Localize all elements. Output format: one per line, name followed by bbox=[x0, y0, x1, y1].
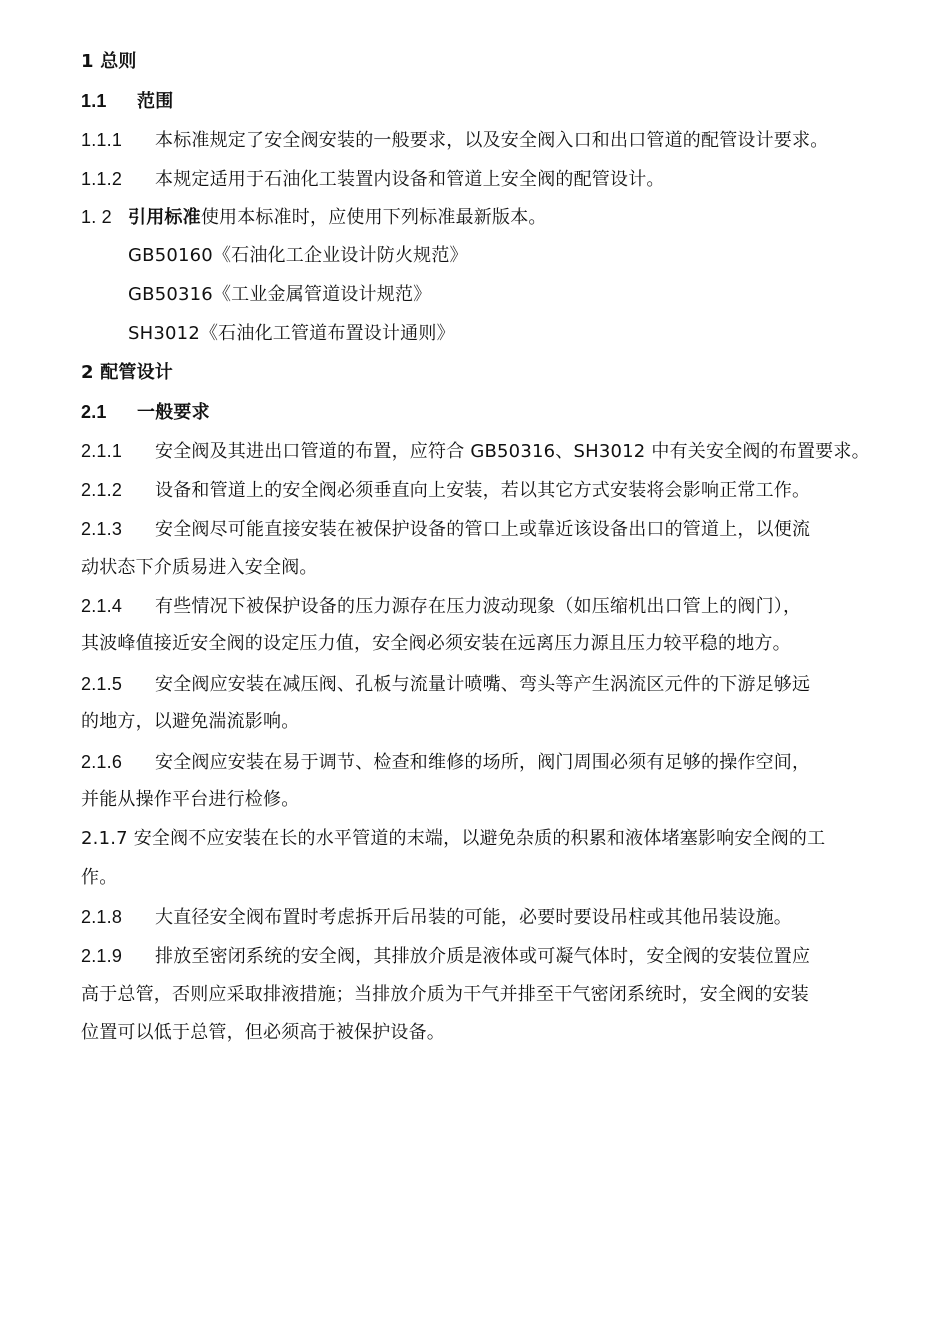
clause-number: 2.1.4 bbox=[81, 596, 123, 616]
reference-item: GB50160《石油化工企业设计防火规范》 bbox=[128, 245, 468, 266]
clause-number: 2.1.9 bbox=[81, 946, 123, 966]
clause-number: 2.1.5 bbox=[81, 674, 123, 694]
heading-1 bbox=[81, 50, 137, 74]
clause-text: 设备和管道上的安全阀必须垂直向上安装，若以其它方式安装将会影响正常工作。 bbox=[155, 480, 811, 501]
clause-2-1-7: 2.1.7 安全阀不应安装在长的水平管道的末端，以避免杂质的积累和液体堵塞影响安全阀的工 bbox=[81, 828, 826, 849]
clause-number: 2.1.1 bbox=[81, 441, 123, 461]
clause-text: 安全阀及其进出口管道的布置，应符合 GB50316、SH3012 中有关安全阀的布置要求。 bbox=[155, 441, 870, 462]
clause-2-1-3 bbox=[81, 517, 810, 542]
heading-1-title: 1 总则 bbox=[81, 51, 137, 72]
heading-1-2-number: 1. 2 bbox=[81, 207, 112, 227]
reference-item: SH3012《石油化工管道布置设计通则》 bbox=[128, 323, 455, 344]
heading-2 bbox=[81, 361, 173, 385]
clause-2-1-4 bbox=[81, 594, 801, 619]
clause-number: 2.1.3 bbox=[81, 519, 123, 539]
heading-1-1-number: 1.1 bbox=[81, 91, 107, 111]
clause-2-1-9-continuation: 高于总管，否则应采取排液措施；当排放介质为干气并排至干气密闭系统时，安全阀的安装 bbox=[81, 984, 809, 1005]
clause-2-1-9-continuation-2: 位置可以低于总管，但必须高于被保护设备。 bbox=[81, 1022, 445, 1043]
clause-number: 2.1.6 bbox=[81, 752, 123, 772]
clause-2-1-5-continuation: 的地方，以避免湍流影响。 bbox=[81, 711, 300, 732]
clause-number: 1.1.2 bbox=[81, 169, 123, 189]
heading-2-1-number: 2.1 bbox=[81, 402, 107, 422]
heading-1-1-title: 范围 bbox=[137, 91, 174, 112]
clause-2-1-5 bbox=[81, 672, 810, 697]
clause-number: 1.1.1 bbox=[81, 130, 123, 150]
clause-1-1-1 bbox=[81, 128, 828, 153]
clause-text: 本标准规定了安全阀安装的一般要求，以及安全阀入口和出口管道的配管设计要求。 bbox=[155, 130, 829, 151]
heading-1-2 bbox=[81, 205, 547, 230]
heading-2-title: 2 配管设计 bbox=[81, 362, 173, 383]
clause-text: 有些情况下被保护设备的压力源存在压力波动现象（如压缩机出口管上的阀门）， bbox=[155, 596, 802, 617]
clause-2-1-6-continuation: 并能从操作平台进行检修。 bbox=[81, 789, 300, 810]
heading-2-1-title: 一般要求 bbox=[137, 402, 210, 423]
heading-1-2-text: 使用本标准时，应使用下列标准最新版本。 bbox=[200, 207, 547, 228]
clause-1-1-2 bbox=[81, 167, 665, 192]
clause-2-1-2 bbox=[81, 478, 810, 503]
reference-item: GB50316《工业金属管道设计规范》 bbox=[128, 284, 432, 305]
clause-text: 安全阀尽可能直接安装在被保护设备的管口上或靠近该设备出口的管道上，以便流 bbox=[155, 519, 811, 540]
heading-1-1 bbox=[81, 89, 173, 114]
clause-2-1-6 bbox=[81, 750, 810, 775]
clause-text: 本规定适用于石油化工装置内设备和管道上安全阀的配管设计。 bbox=[155, 169, 665, 190]
clause-2-1-1 bbox=[81, 439, 870, 464]
clause-2-1-7-continuation: 作。 bbox=[81, 867, 118, 888]
heading-2-1 bbox=[81, 400, 210, 425]
clause-number: 2.1.2 bbox=[81, 480, 123, 500]
clause-2-1-4-continuation: 其波峰值接近安全阀的设定压力值，安全阀必须安装在远离压力源且压力较平稳的地方。 bbox=[81, 633, 791, 654]
clause-text: 排放至密闭系统的安全阀，其排放介质是液体或可凝气体时，安全阀的安装位置应 bbox=[155, 946, 811, 967]
clause-number: 2.1.8 bbox=[81, 907, 123, 927]
clause-2-1-8 bbox=[81, 905, 792, 930]
clause-text: 安全阀应安装在减压阀、孔板与流量计喷嘴、弯头等产生涡流区元件的下游足够远 bbox=[155, 674, 811, 695]
clause-2-1-9 bbox=[81, 944, 810, 969]
clause-2-1-3-continuation: 动状态下介质易进入安全阀。 bbox=[81, 557, 318, 578]
clause-text: 大直径安全阀布置时考虑拆开后吊装的可能，必要时要设吊柱或其他吊装设施。 bbox=[155, 907, 792, 928]
heading-1-2-title: 引用标准 bbox=[128, 207, 201, 228]
clause-text: 安全阀应安装在易于调节、检查和维修的场所，阀门周围必须有足够的操作空间， bbox=[155, 752, 811, 773]
